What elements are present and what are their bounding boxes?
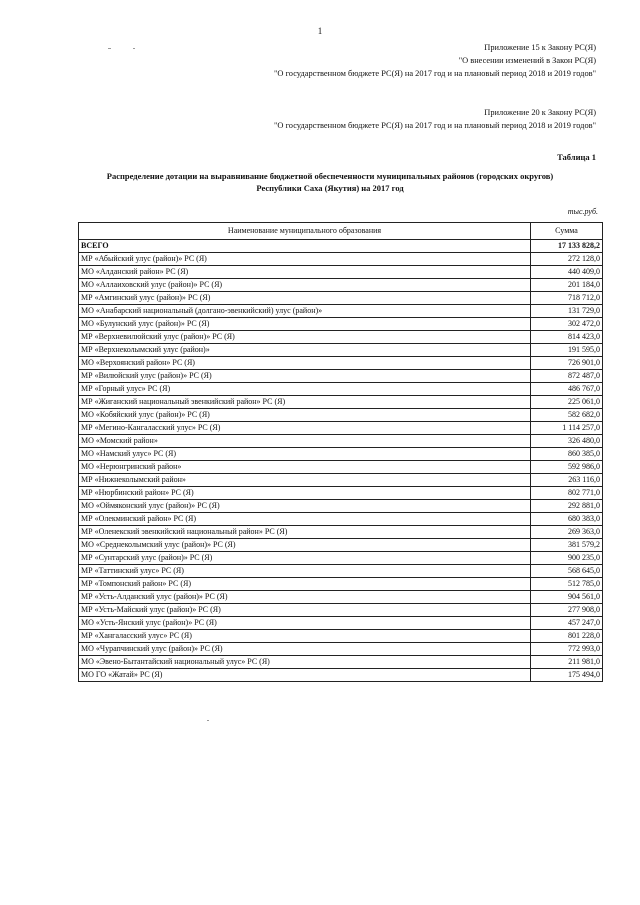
table-row	[79, 513, 603, 526]
document-title	[60, 170, 600, 194]
table-row	[79, 331, 603, 344]
table-row	[79, 344, 603, 357]
municipality-name: МО ГО «Жатай» РС (Я)	[79, 669, 531, 682]
subsidy-amount: 900 235,0	[531, 552, 603, 565]
appendix-20-line: "О государственном бюджете РС(Я) на 2017 год и на плановый период 2018 и 2019 годов"	[274, 121, 596, 130]
units-label: тыс.руб.	[567, 207, 598, 216]
table-row	[79, 435, 603, 448]
title-line: Республики Саха (Якутия) на 2017 год	[256, 183, 404, 193]
table-row	[79, 487, 603, 500]
subsidy-amount: 772 993,0	[531, 643, 603, 656]
table-row	[79, 643, 603, 656]
subsidy-amount: 201 184,0	[531, 279, 603, 292]
municipality-name: МР «Амгинский улус (район)» РС (Я)	[79, 292, 531, 305]
municipality-name: МО «Усть-Янский улус (район)» РС (Я)	[79, 617, 531, 630]
table-row	[79, 396, 603, 409]
subsidy-table	[78, 222, 603, 682]
subsidy-amount: 225 061,0	[531, 396, 603, 409]
municipality-name: МО «Булунский улус (район)» РС (Я)	[79, 318, 531, 331]
table-header-row	[79, 223, 603, 240]
scan-artifact	[133, 48, 135, 49]
municipality-name: МР «Мегино-Кангаласский улус» РС (Я)	[79, 422, 531, 435]
subsidy-amount: 191 595,0	[531, 344, 603, 357]
table-row	[79, 474, 603, 487]
table-row	[79, 370, 603, 383]
municipality-name: МР «Жиганский национальный эвенкийский район» РС (Я)	[79, 396, 531, 409]
table-row	[79, 500, 603, 513]
subsidy-amount: 381 579,2	[531, 539, 603, 552]
table-row	[79, 591, 603, 604]
municipality-name: МО «Чурапчинский улус (район)» РС (Я)	[79, 643, 531, 656]
table-row	[79, 669, 603, 682]
subsidy-amount: 582 682,0	[531, 409, 603, 422]
table-row	[79, 604, 603, 617]
municipality-name: МР «Нюрбинский район» РС (Я)	[79, 487, 531, 500]
table-row	[79, 565, 603, 578]
page-number: 1	[317, 26, 323, 36]
appendix-15-line: "О государственном бюджете РС(Я) на 2017 год и на плановый период 2018 и 2019 годов"	[274, 69, 596, 78]
municipality-name: МО «Момский район»	[79, 435, 531, 448]
subsidy-amount: 718 712,0	[531, 292, 603, 305]
subsidy-amount: 277 908,0	[531, 604, 603, 617]
subsidy-amount: 175 494,0	[531, 669, 603, 682]
table-body	[79, 240, 603, 682]
appendix-15-header	[274, 41, 596, 80]
column-header-name: Наименование муниципального образования	[79, 223, 531, 240]
subsidy-amount: 726 901,0	[531, 357, 603, 370]
table-row	[79, 656, 603, 669]
table-row	[79, 357, 603, 370]
table-row	[79, 409, 603, 422]
subsidy-amount: 272 128,0	[531, 253, 603, 266]
municipality-name: МО «Аллаиховский улус (район)» РС (Я)	[79, 279, 531, 292]
subsidy-amount: 269 363,0	[531, 526, 603, 539]
scan-artifact	[108, 48, 111, 49]
subsidy-amount: 131 729,0	[531, 305, 603, 318]
municipality-name: МР «Усть-Алданский улус (район)» РС (Я)	[79, 591, 531, 604]
table-row	[79, 539, 603, 552]
municipality-name: МО «Нерюнгринский район»	[79, 461, 531, 474]
table-row	[79, 383, 603, 396]
column-header-sum: Сумма	[531, 223, 603, 240]
municipality-name: МО «Эвено-Бытантайский национальный улус» РС (Я)	[79, 656, 531, 669]
municipality-name: МР «Олекминский район» РС (Я)	[79, 513, 531, 526]
appendix-20-line: Приложение 20 к Закону РС(Я)	[484, 108, 596, 117]
total-row	[79, 240, 603, 253]
municipality-name: МР «Вилюйский улус (район)» РС (Я)	[79, 370, 531, 383]
municipality-name: МО «Анабарский национальный (долгано-эвенкийский) улус (район)»	[79, 305, 531, 318]
subsidy-amount: 292 881,0	[531, 500, 603, 513]
subsidy-amount: 592 986,0	[531, 461, 603, 474]
subsidy-amount: 814 423,0	[531, 331, 603, 344]
municipality-name: МР «Верхнеколымский улус (район)»	[79, 344, 531, 357]
municipality-name: МО «Среднеколымский улус (район)» РС (Я)	[79, 539, 531, 552]
table-row	[79, 318, 603, 331]
municipality-name: МР «Абыйский улус (район)» РС (Я)	[79, 253, 531, 266]
subsidy-amount: 457 247,0	[531, 617, 603, 630]
subsidy-amount: 904 561,0	[531, 591, 603, 604]
table-row	[79, 266, 603, 279]
table-row	[79, 461, 603, 474]
subsidy-amount: 680 383,0	[531, 513, 603, 526]
municipality-name: МР «Усть-Майский улус (район)» РС (Я)	[79, 604, 531, 617]
appendix-20-header	[274, 106, 596, 132]
appendix-15-line: "О внесении изменений в Закон РС(Я)	[458, 56, 596, 65]
municipality-name: МО «Алданский район» РС (Я)	[79, 266, 531, 279]
municipality-name: МР «Оленекский эвенкийский национальный район» РС (Я)	[79, 526, 531, 539]
subsidy-amount: 512 785,0	[531, 578, 603, 591]
table-row	[79, 279, 603, 292]
table-row	[79, 630, 603, 643]
table-row	[79, 305, 603, 318]
table-row	[79, 578, 603, 591]
table-row	[79, 292, 603, 305]
municipality-name: МР «Горный улус» РС (Я)	[79, 383, 531, 396]
subsidy-amount: 326 480,0	[531, 435, 603, 448]
subsidy-amount: 801 228,0	[531, 630, 603, 643]
total-amount: 17 133 828,2	[531, 240, 603, 253]
table-row	[79, 422, 603, 435]
table-row	[79, 552, 603, 565]
subsidy-amount: 1 114 257,0	[531, 422, 603, 435]
table-row	[79, 526, 603, 539]
title-line: Распределение дотации на выравнивание бюджетной обеспеченности муниципальных районов (городских округов)	[106, 171, 554, 181]
municipality-name: МО «Намский улус» РС (Я)	[79, 448, 531, 461]
municipality-name: МР «Сунтарский улус (район)» РС (Я)	[79, 552, 531, 565]
subsidy-amount: 211 981,0	[531, 656, 603, 669]
municipality-name: МР «Верхневилюйский улус (район)» РС (Я)	[79, 331, 531, 344]
table-label: Таблица 1	[557, 152, 596, 162]
scan-artifact	[207, 720, 209, 721]
municipality-name: МР «Нижнеколымский район»	[79, 474, 531, 487]
municipality-name: МР «Томпонский район» РС (Я)	[79, 578, 531, 591]
subsidy-amount: 860 385,0	[531, 448, 603, 461]
subsidy-amount: 872 487,0	[531, 370, 603, 383]
subsidy-amount: 302 472,0	[531, 318, 603, 331]
table-row	[79, 448, 603, 461]
subsidy-amount: 802 771,0	[531, 487, 603, 500]
appendix-15-line: Приложение 15 к Закону РС(Я)	[484, 43, 596, 52]
table-row	[79, 253, 603, 266]
total-label: ВСЕГО	[79, 240, 531, 253]
subsidy-amount: 440 409,0	[531, 266, 603, 279]
municipality-name: МО «Кобяйский улус (район)» РС (Я)	[79, 409, 531, 422]
subsidy-amount: 263 116,0	[531, 474, 603, 487]
subsidy-amount: 486 767,0	[531, 383, 603, 396]
municipality-name: МО «Верхоянский район» РС (Я)	[79, 357, 531, 370]
subsidy-amount: 568 645,0	[531, 565, 603, 578]
municipality-name: МР «Хангаласский улус» РС (Я)	[79, 630, 531, 643]
table-row	[79, 617, 603, 630]
municipality-name: МО «Оймяконский улус (район)» РС (Я)	[79, 500, 531, 513]
municipality-name: МР «Таттинский улус» РС (Я)	[79, 565, 531, 578]
